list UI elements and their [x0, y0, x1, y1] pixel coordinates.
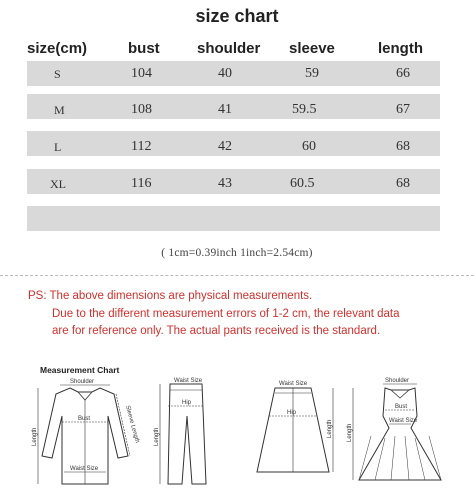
label-length: Length — [347, 423, 353, 442]
label-waist: Waist Size — [70, 466, 99, 472]
cell-shoulder: 42 — [218, 139, 232, 154]
cell-size: L — [54, 140, 62, 154]
cell-bust: 116 — [131, 176, 152, 191]
cell-bust: 108 — [131, 102, 152, 117]
cell-shoulder: 41 — [218, 102, 232, 117]
chart-title: size chart — [195, 6, 279, 26]
label-bust: Bust — [395, 404, 408, 410]
cell-bust: 112 — [131, 139, 152, 154]
cell-sleeve: 60 — [302, 139, 316, 154]
label-waist: Waist Size — [389, 418, 418, 424]
cell-length: 68 — [396, 139, 410, 154]
label-bust: Bust — [78, 416, 91, 422]
label-length: Length — [154, 427, 160, 446]
header-bust: bust — [128, 40, 160, 57]
note-line-1: PS: The above dimensions are physical measurements. — [28, 290, 313, 302]
header-sleeve: sleeve — [289, 40, 335, 57]
header-shoulder: shoulder — [197, 40, 261, 57]
cell-sleeve: 59 — [305, 66, 319, 81]
label-waist: Waist Size — [279, 381, 308, 387]
header-length: length — [378, 40, 423, 57]
note-line-3: are for reference only. The actual pants received is the standard. — [52, 325, 381, 337]
table-row-empty — [27, 206, 440, 231]
measurement-chart-title: Measurement Chart — [40, 365, 120, 375]
cell-shoulder: 40 — [218, 66, 232, 81]
label-length: Length — [327, 419, 333, 438]
label-hip: Hip — [182, 400, 192, 406]
divider — [0, 275, 474, 276]
cell-length: 67 — [396, 102, 410, 117]
shirt-diagram — [30, 376, 140, 494]
dress-diagram — [345, 376, 455, 494]
cell-size: M — [54, 103, 65, 117]
cell-size: XL — [50, 177, 66, 191]
note-line-2: Due to the different measurement errors of 1-2 cm, the relevant data — [52, 308, 400, 320]
skirt-diagram — [245, 376, 340, 494]
label-waist: Waist Size — [174, 378, 203, 384]
cell-bust: 104 — [131, 66, 152, 81]
label-shoulder: Shoulder — [70, 379, 95, 385]
header-size: size(cm) — [27, 40, 88, 57]
measurement-chart — [0, 356, 474, 496]
table-row — [27, 131, 440, 156]
cell-shoulder: 43 — [218, 176, 232, 191]
cell-size: S — [54, 67, 61, 81]
cell-sleeve: 59.5 — [292, 102, 317, 117]
label-sleeve: Sleeve Length — [124, 404, 140, 444]
label-shoulder: Shoulder — [385, 378, 410, 384]
label-length: Length — [32, 427, 38, 446]
cell-length: 68 — [396, 176, 410, 191]
table-row — [27, 94, 440, 119]
label-hip: Hip — [287, 410, 297, 416]
unit-conversion: ( 1cm=0.39inch 1inch=2.54cm) — [161, 247, 313, 259]
cell-length: 66 — [396, 66, 410, 81]
table-row — [27, 169, 440, 194]
cell-sleeve: 60.5 — [290, 176, 315, 191]
table-row — [27, 61, 440, 86]
pants-diagram — [150, 376, 220, 494]
